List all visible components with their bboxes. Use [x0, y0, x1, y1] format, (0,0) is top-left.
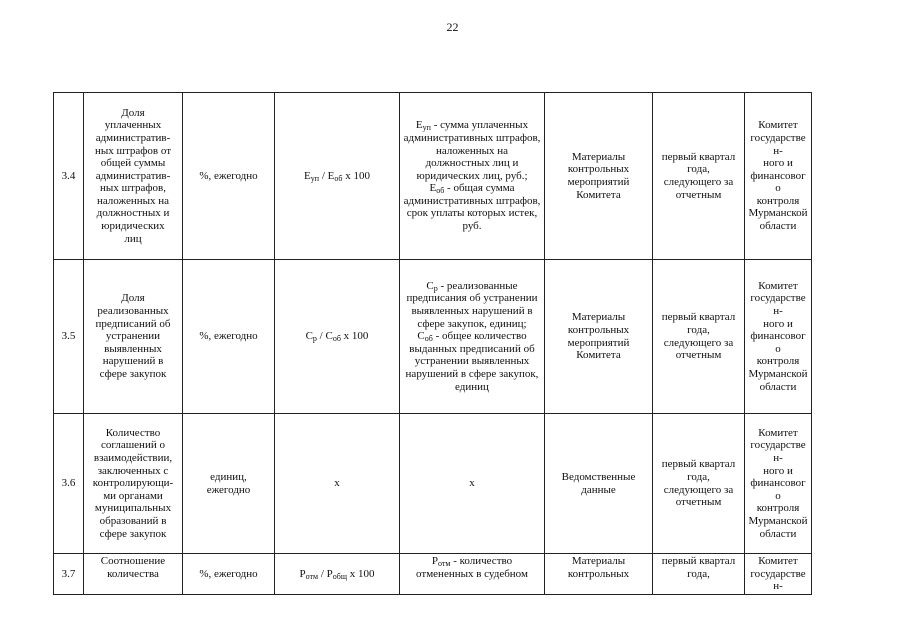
responsible-cell: Комитет государствен- ного и финансового контроля Мурманской области: [745, 93, 812, 260]
deadline-cell: первый квартал года,: [653, 554, 745, 595]
table-row: [54, 414, 812, 554]
source-cell: Материалы контрольных мероприятий Комитета: [545, 260, 653, 414]
indicator-name: Соотношение количества: [84, 554, 183, 595]
responsible-cell: Комитет государствен- ного и финансового контроля Мурманской области: [745, 414, 812, 554]
description-cell: [400, 93, 545, 260]
deadline-cell: первый квартал года, следующего за отчетным: [653, 414, 745, 554]
deadline-cell: первый квартал года, следующего за отчетным: [653, 93, 745, 260]
table-row: [54, 554, 812, 595]
description-line: $Е_{уп}$ - сумма уплаченных административных штрафов, наложенных на должностных лиц и юридических лиц, руб.;: [403, 119, 541, 182]
responsible-cell: Комитет государствен- ного и финансового контроля Мурманской области: [745, 260, 812, 414]
formula-cell: $С_р / С_{об}$ х 100: [275, 260, 400, 414]
row-number: 3.4: [54, 93, 84, 260]
table-row: [54, 260, 812, 414]
deadline-cell: первый квартал года, следующего за отчетным: [653, 260, 745, 414]
unit-cell: %, ежегодно: [183, 93, 275, 260]
indicators-table: [53, 92, 812, 595]
unit-cell: %, ежегодно: [183, 554, 275, 595]
row-number: 3.7: [54, 554, 84, 595]
formula-cell: х: [275, 414, 400, 554]
indicator-name: Доля уплаченных административ- ных штрафов от общей суммы административ- ных штрафов, наложенных на должностных и юридических лиц: [84, 93, 183, 260]
unit-cell: %, ежегодно: [183, 260, 275, 414]
unit-cell: единиц, ежегодно: [183, 414, 275, 554]
formula-cell: $Р_{отм} / Р_{общ}$ х 100: [275, 554, 400, 595]
page-number: 22: [446, 20, 459, 34]
description-cell: х: [400, 414, 545, 554]
source-cell: Ведомственные данные: [545, 414, 653, 554]
source-cell: Материалы контрольных мероприятий Комитета: [545, 93, 653, 260]
row-number: 3.6: [54, 414, 84, 554]
row-number: 3.5: [54, 260, 84, 414]
description-line: $Р_{отм}$ - количество отмененных в судебном: [416, 555, 528, 580]
description-line: $С_р$ - реализованные предписания об устранении выявленных нарушений в сфере закупок, единиц;: [406, 279, 538, 330]
description-cell: [400, 554, 545, 595]
source-cell: Материалы контрольных: [545, 554, 653, 595]
formula-cell: $Е_{уп} / Е_{об}$ х 100: [275, 93, 400, 260]
indicator-name: Доля реализованных предписаний об устранении выявленных нарушений в сфере закупок: [84, 260, 183, 414]
description-cell: [400, 260, 545, 414]
responsible-cell: Комитет государствен-: [745, 554, 812, 595]
description-line: $С_{об}$ - общее количество выданных предписаний об устранении выявленных нарушений в сфере закупок, единиц: [405, 330, 539, 393]
table-row: [54, 93, 812, 260]
indicator-name: Количество соглашений о взаимодействии, заключенных с контролирующи- ми органами муниципальных образований в сфере закупок: [84, 414, 183, 554]
description-line: $Е_{об}$ - общая сумма административных штрафов, срок уплаты которых истек, руб.: [403, 182, 541, 233]
